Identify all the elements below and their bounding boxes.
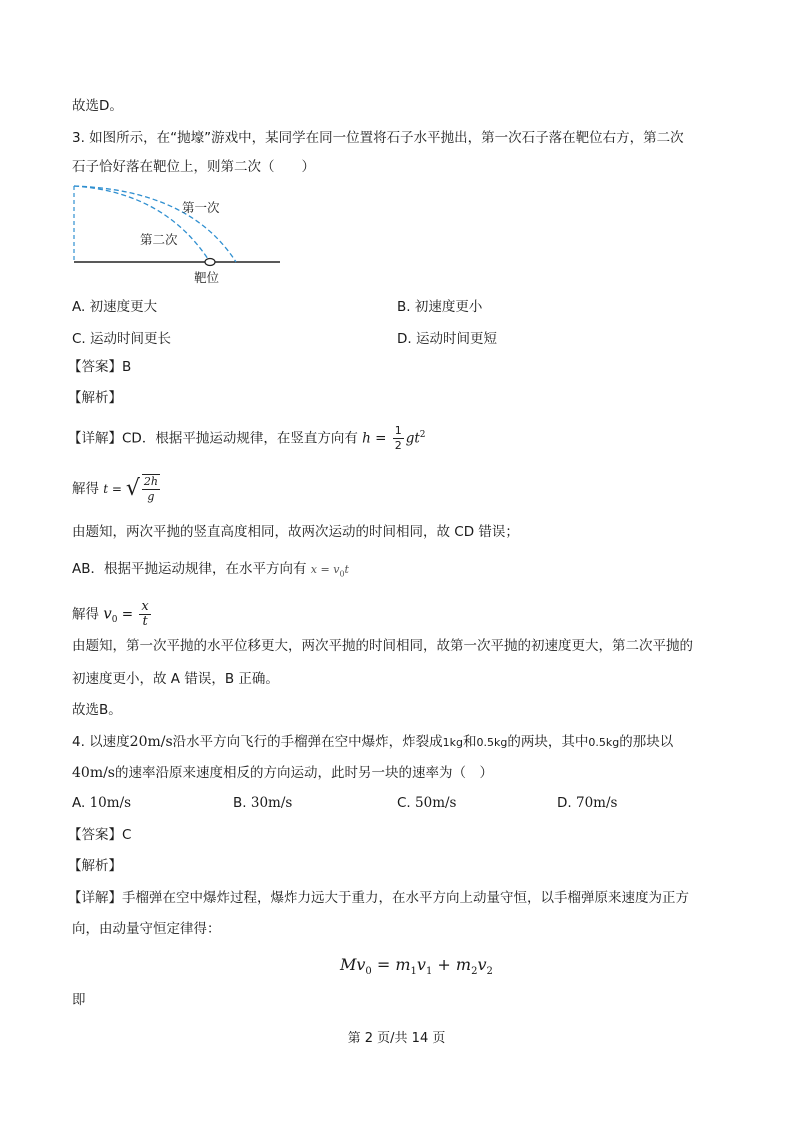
sqrt-sign: √ bbox=[125, 476, 140, 501]
q4-m2: 0.5kg bbox=[476, 736, 508, 749]
q4-text-f: 的速率沿原来速度相反的方向运动，此时另一块的速率为（ ） bbox=[115, 765, 493, 781]
q4-option-b: B. 30m/s bbox=[233, 795, 293, 811]
q4-detail-tag: 【详解】 bbox=[68, 890, 122, 906]
q4-option-c: C. 50m/s bbox=[397, 795, 457, 811]
q4-v1: 20m/s bbox=[129, 734, 173, 750]
eq4-den: t bbox=[142, 614, 148, 629]
q3-conclusion: 故选B。 bbox=[72, 702, 122, 718]
eq3-t: t bbox=[344, 563, 349, 576]
answer-value: B bbox=[122, 359, 132, 375]
eq1-lhs: h = bbox=[362, 430, 391, 447]
q4-option-d: D. 70m/s bbox=[557, 795, 618, 811]
q4-detail-line2: 向，由动量守恒定律得： bbox=[72, 921, 221, 937]
eq4-sub: 0 bbox=[111, 615, 118, 626]
q3-stem-line2: 石子恰好落在靶位上，则第二次（ ） bbox=[72, 159, 315, 175]
page-footer: 第 2 页/共 14 页 bbox=[347, 1031, 446, 1046]
para2-text: AB．根据平抛运动规律，在水平方向有 bbox=[72, 561, 307, 577]
q4-stem-line1 bbox=[72, 733, 673, 752]
conclusion-q2: 故选D。 bbox=[72, 98, 123, 114]
q4-text-e: 的那块以 bbox=[619, 734, 674, 750]
eq4-num: x bbox=[141, 599, 149, 614]
label-second: 第二次 bbox=[140, 232, 178, 247]
eq4-fraction bbox=[139, 600, 150, 629]
eq4-eq: = bbox=[117, 606, 138, 623]
eq1-sup: 2 bbox=[419, 430, 426, 440]
q3-para2 bbox=[72, 560, 349, 584]
q3-option-b: B. 初速度更小 bbox=[397, 299, 483, 315]
eq1-num: 1 bbox=[394, 424, 402, 437]
eq4-lhs: v bbox=[103, 604, 112, 623]
q4-text-d: 的两块，其中 bbox=[507, 734, 589, 750]
q4-detail-line1 bbox=[68, 889, 689, 907]
q4-text-c: 和 bbox=[463, 734, 477, 750]
eq2-den: g bbox=[147, 490, 155, 503]
label-first: 第一次 bbox=[182, 200, 220, 215]
eq2-fraction bbox=[142, 474, 160, 504]
q3-para1: 由题知，两次平抛的竖直高度相同，故两次运动的时间相同，故 CD 错误； bbox=[72, 524, 519, 540]
detail-tag: 【详解】 bbox=[68, 430, 122, 447]
q4-answer-value: C bbox=[122, 827, 132, 843]
q4-m1: 1kg bbox=[442, 736, 464, 749]
q3-solve2 bbox=[72, 600, 153, 629]
q4-text-b: 沿水平方向飞行的手榴弹在空中爆炸，炸裂成 bbox=[172, 734, 443, 750]
trajectory-second bbox=[74, 186, 210, 262]
eq3-sub: 0 bbox=[339, 569, 345, 579]
solve2-label: 解得 bbox=[72, 606, 99, 623]
q4-option-a: A. 10m/s bbox=[72, 795, 132, 811]
detail-text: CD．根据平抛运动规律，在竖直方向有 bbox=[122, 430, 358, 447]
q4-ji: 即 bbox=[72, 992, 86, 1008]
eq3: x = v bbox=[310, 563, 340, 576]
q4-analysis-tag: 【解析】 bbox=[68, 858, 122, 874]
q3-analysis-tag: 【解析】 bbox=[68, 390, 122, 406]
q4-m3: 0.5kg bbox=[588, 736, 620, 749]
answer-tag: 【答案】 bbox=[68, 359, 122, 375]
q3-para4: 初速度更小，故 A 错误，B 正确。 bbox=[72, 671, 279, 687]
q3-option-a: A. 初速度更大 bbox=[72, 299, 158, 315]
q4-answer-tag: 【答案】 bbox=[68, 827, 122, 843]
q3-answer bbox=[68, 358, 131, 376]
q3-option-c: C. 运动时间更长 bbox=[72, 331, 172, 347]
target-marker bbox=[205, 259, 215, 266]
eq2-num: 2h bbox=[143, 475, 158, 488]
q4-equation: $Mv_0 = m_1v_1 + m_2v_2$ bbox=[340, 955, 493, 978]
q4-detail-text: 手榴弹在空中爆炸过程，爆炸力远大于重力，在水平方向上动量守恒，以手榴弹原来速度为正方 bbox=[122, 890, 689, 906]
projectile-figure bbox=[70, 182, 290, 287]
q3-detail bbox=[68, 424, 426, 453]
eq2-lhs: t = bbox=[103, 482, 126, 496]
q3-para3: 由题知，第一次平抛的水平位移更大，两次平抛的时间相同，故第一次平抛的初速度更大，第二次平抛的 bbox=[72, 638, 693, 654]
label-target: 靶位 bbox=[194, 270, 220, 285]
eq1-rhs: gt bbox=[405, 430, 420, 447]
q3-option-d: D. 运动时间更短 bbox=[397, 331, 497, 347]
q4-text-a: 4. 以速度 bbox=[72, 734, 130, 750]
q4-stem-line2 bbox=[72, 764, 493, 782]
trajectory-first bbox=[74, 186, 236, 262]
q3-stem-line1: 3. 如图所示，在“抛壕”游戏中，某同学在同一位置将石子水平抛出，第一次石子落在靶位右方，第二次 bbox=[72, 130, 684, 146]
eq1-den: 2 bbox=[394, 439, 402, 452]
q4-v2: 40m/s bbox=[72, 765, 115, 781]
q3-solve1 bbox=[72, 474, 162, 504]
q4-answer bbox=[68, 826, 131, 844]
solve1-label: 解得 bbox=[72, 481, 99, 497]
eq1-fraction bbox=[393, 424, 404, 453]
